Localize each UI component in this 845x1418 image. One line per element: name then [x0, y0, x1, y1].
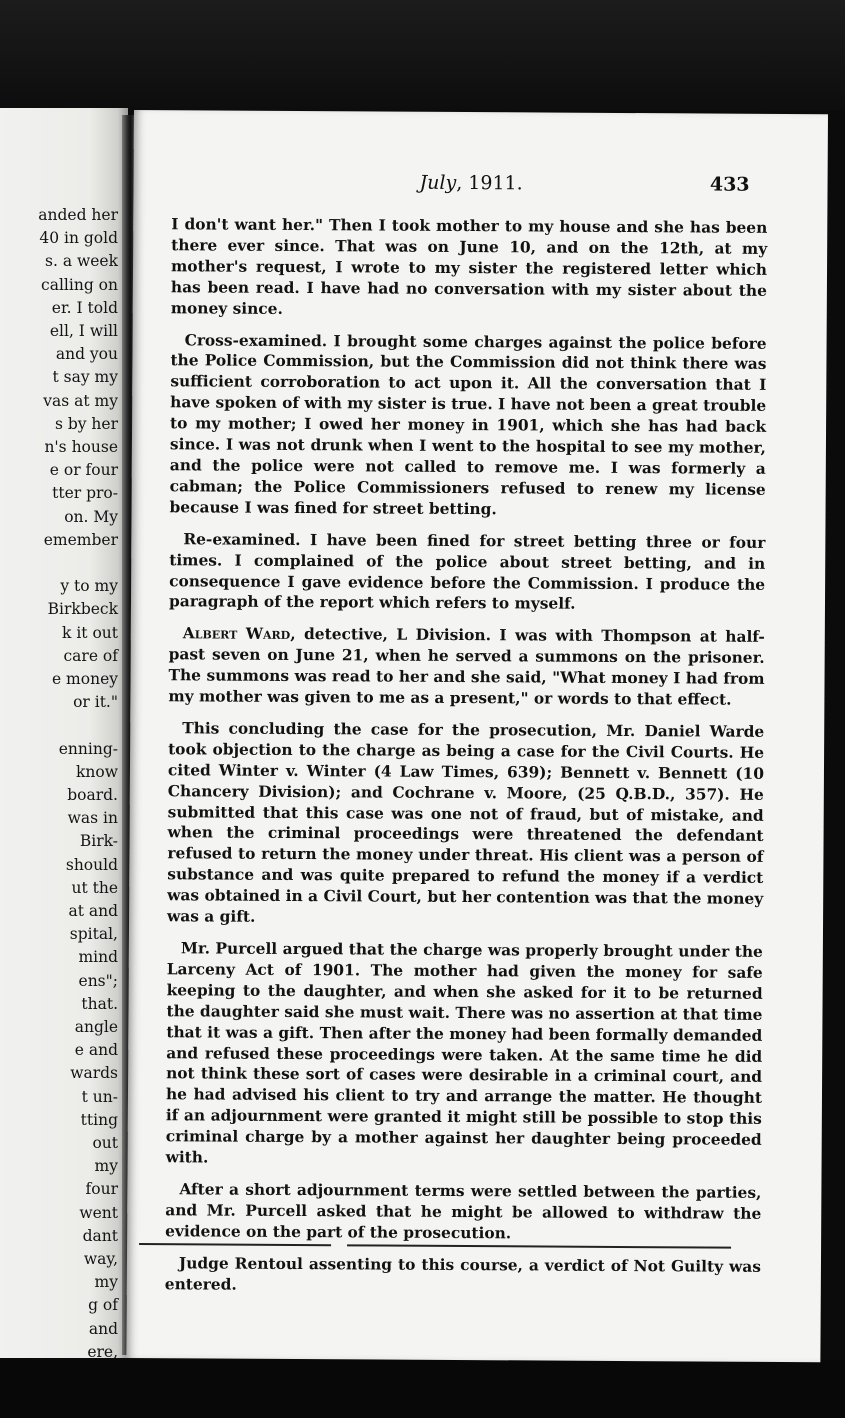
paragraph-defence-objection: This concluding the case for the prosecution, Mr. Daniel Warde took objection to the charge as being a case for the Civil Courts. He cited Winter v. Winter (4 Law Times, 639); Bennett v. Bennett (10 Chancery Division); and Cochrane v. Moore, (25 Q.B.D., 357). He submitted that this case was one not of fraud, but of mistake, and when the criminal proceedings were threatened the defendant refused to return the money under threat. His client was a person of substance and was quite prepared to refund the money if a verdict was obtained in a Civil Court, but her contention was that the money was a gift. — [167, 719, 765, 926]
paragraph-adjournment: After a short adjournment terms were settled between the parties, and Mr. Purcell asked that he might be allowed to withdraw the evidence on the part of the prosecution. — [165, 1180, 762, 1243]
scan-background-bottom — [0, 1360, 845, 1418]
left-page-line: spital, — [69, 925, 118, 944]
left-page-line: wards — [70, 1064, 118, 1083]
witness-name: Albert Ward — [182, 624, 291, 644]
left-page-line: on. My — [64, 507, 118, 526]
scan-background-top — [0, 0, 845, 110]
left-page-line: way, — [83, 1250, 118, 1268]
left-page-line: and you — [55, 345, 118, 364]
left-page-line: at and — [68, 902, 118, 920]
left-page-line: emember — [43, 530, 118, 549]
paragraph-cross-examined: Cross-examined. I brought some charges against the police before the Police Commission, but the Commission did not think there was sufficient corroboration to act upon it. All the conversation that I have spoken of with my sister is true. I have not been a great trouble to my mother; I owed her money in 1901, which she has had back since. I was not drunk when I went to the hospital to see my mother, and the police were not called to remove me. I was formerly a cabman; the Police Commissioners refused to renew my license because I was fined for street betting. — [169, 330, 767, 519]
left-page-line: n's house — [44, 438, 118, 456]
left-page-line: out — [92, 1134, 118, 1152]
left-page-line: that. — [81, 994, 118, 1013]
left-page-line: ut the — [71, 878, 118, 897]
left-page-line: e and — [74, 1041, 118, 1060]
body-text — [165, 214, 768, 1309]
left-page-line: and — [88, 1319, 118, 1338]
left-page-line: my — [94, 1273, 118, 1292]
left-page-line: y to my — [60, 577, 118, 596]
left-page-line: Birk- — [79, 832, 118, 851]
header-year: , 1911. — [456, 171, 523, 195]
left-page-line: anded her — [38, 206, 118, 224]
left-page-line: angle — [74, 1018, 118, 1036]
left-page-line: er. I told — [51, 298, 118, 317]
left-page-line: Birkbeck — [47, 600, 118, 619]
left-page-line: four — [85, 1180, 118, 1199]
left-page-line: e money — [51, 670, 118, 688]
left-page-line: t say my — [52, 368, 118, 387]
left-page-line: s by her — [54, 414, 118, 433]
left-page-line: s. a week — [45, 252, 118, 271]
left-page-line: should — [65, 855, 118, 874]
left-page-line: tting — [80, 1110, 118, 1129]
left-page-line: enning- — [58, 739, 118, 758]
left-page-line: e or four — [49, 461, 118, 480]
left-page-line: mind — [78, 948, 118, 967]
left-page-line: board. — [67, 786, 118, 804]
left-page-line: my — [94, 1157, 118, 1176]
paragraph-verdict: Judge Rentoul assenting to this course, a verdict of Not Guilty was entered. — [164, 1253, 762, 1294]
left-page-line: know — [76, 762, 118, 781]
left-page-line: went — [79, 1203, 118, 1222]
left-page-line: ere, — [87, 1342, 118, 1358]
left-page-line: 40 in gold — [39, 229, 118, 248]
running-header — [133, 170, 827, 202]
previous-page-sliver — [0, 108, 128, 1358]
left-page-line: ell, I will — [49, 322, 118, 340]
left-page-line: calling on — [41, 275, 118, 294]
left-page-line: care of — [63, 646, 118, 665]
paragraph-re-examined: Re-examined. I have been fined for street betting three or four times. I complained of the police about street betting, and in consequence I gave evidence before the Commission. I produce the paragraph of the report which refers to myself. — [168, 529, 766, 614]
left-page-line: tter pro- — [52, 484, 118, 503]
paragraph-purcell-argument: Mr. Purcell argued that the charge was properly brought under the Larceny Act of 1901. The mother had given the money for safe keeping to the daughter, and when she asked for it to be returned the daughter said she must wait. There was no assertion at that time that it was a gift. Then after the money had been formally demanded and refused these proceedings were taken. At the same time he did not think these sort of cases were desirable in a criminal court, and he had advised his client to try and arrange the matter. He thought if an adjournment were granted it might still be possible to stop this criminal charge by a mother against her daughter being proceeded with. — [165, 939, 763, 1167]
page — [126, 110, 828, 1362]
header-title — [419, 172, 522, 195]
left-page-line: k it out — [62, 623, 118, 642]
header-month: July — [419, 171, 457, 194]
left-page-line: vas at my — [43, 391, 118, 410]
left-page-line: t un- — [81, 1087, 118, 1106]
left-page-line: dant — [82, 1226, 118, 1245]
page-number: 433 — [709, 173, 750, 196]
paragraph-albert-ward — [168, 624, 764, 711]
left-page-line: ens"; — [78, 971, 118, 990]
left-page-line: or it." — [73, 693, 118, 712]
left-page-line: g of — [88, 1296, 118, 1315]
left-page-line: was in — [67, 809, 118, 828]
paragraph-1: I don't want her." Then I took mother to my house and she has been there ever since. That was on June 10, and on the 12th, at my mother's request, I wrote to my sister the registered letter which has been read. I have had no conversation with my sister about the money since. — [170, 215, 768, 318]
witness-testimony: , detective, L Division. I was with Thompson at half-past seven on June 21, when he served a summons on the prisoner. The summons was read to her and she said, "What money I had from my mother was given to me as a present," or words to that effect. — [168, 625, 765, 709]
